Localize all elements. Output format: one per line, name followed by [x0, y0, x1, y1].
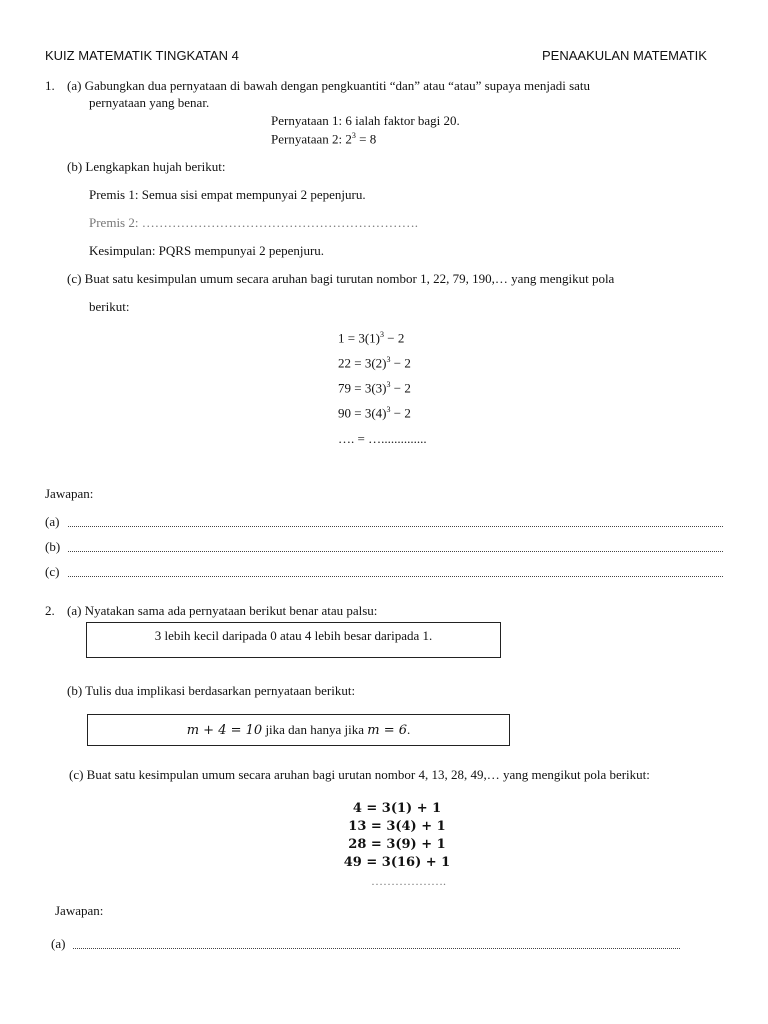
q1b-premis-2: Premis 2: ……………………………………………………….: [89, 215, 418, 230]
header-left: KUIZ MATEMATIK TINGKATAN 4: [45, 48, 239, 63]
q2c-pattern-last: ……………….: [371, 874, 446, 888]
q1c-pattern-line-2: $22 = 3(2)^3 - 2$: [338, 355, 411, 371]
q1c-pattern-line-4: $90 = 3(4)^3 - 2$: [338, 405, 411, 421]
q2c-text: (c) Buat satu kesimpulan umum secara aruhan bagi urutan nombor 4, 13, 28, 49,… yang mengikut pola berikut:: [69, 767, 650, 782]
q2a-text: (a) Nyatakan sama ada pernyataan berikut benar atau palsu:: [67, 603, 378, 618]
q1-number: 1.: [45, 78, 55, 93]
q2-jawapan-label: Jawapan:: [55, 903, 104, 918]
q1-answer-c-label: (c): [45, 564, 60, 579]
q1a-statement-1: Pernyataan 1: 6 ialah faktor bagi 20.: [271, 113, 460, 128]
q2c-pattern-line-2: 13 = 3(4) + 1: [348, 819, 446, 834]
q2b-math-1: m + 4 = 10: [186, 723, 263, 738]
q2-answer-a-line[interactable]: [73, 948, 680, 949]
q1a-statement-2: Pernyataan 2: $2^3 = 8$: [271, 131, 377, 147]
q1c-pattern-last: …. = …..............: [338, 431, 427, 446]
q1a-text-line1: (a) Gabungkan dua pernyataan di bawah dengan pengkuantiti “dan” atau “atau” supaya menjadi satu: [67, 78, 591, 93]
q2-number: 2.: [45, 603, 55, 618]
q2a-statement: 3 lebih kecil daripada 0 atau 4 lebih besar daripada 1.: [154, 628, 433, 643]
q1-answer-b-line[interactable]: [68, 551, 723, 552]
q1c-pattern-line-3: $79 = 3(3)^3 - 2$: [338, 380, 411, 396]
q1b-premis-1: Premis 1: Semua sisi empat mempunyai 2 pepenjuru.: [89, 187, 366, 202]
q1-answer-b-label: (b): [45, 539, 61, 554]
q2c-pattern-line-1: 4 = 3(1) + 1: [352, 801, 442, 816]
q1c-pattern-line-1: $1 = 3(1)^3 - 2$: [338, 330, 405, 346]
q2-answer-a-label: (a): [51, 936, 66, 951]
q2b-math-2: m = 6: [367, 723, 408, 738]
header-right: PENAAKULAN MATEMATIK: [542, 48, 707, 63]
q1-jawapan-label: Jawapan:: [45, 486, 94, 501]
q2b-statement-box: m + 4 = 10 jika dan hanya jika m = 6.: [87, 714, 510, 746]
q2c-pattern-line-3: 28 = 3(9) + 1: [348, 837, 446, 852]
q1b-text: (b) Lengkapkan hujah berikut:: [67, 159, 226, 174]
q2a-statement-box: [86, 622, 501, 658]
q2b-connector: jika dan hanya jika: [262, 722, 368, 737]
q1a-text-line2: pernyataan yang benar.: [89, 95, 210, 110]
q1-answer-a-label: (a): [45, 514, 60, 529]
q1-answer-c-line[interactable]: [68, 576, 723, 577]
q1c-text-line1: (c) Buat satu kesimpulan umum secara aruhan bagi turutan nombor 1, 22, 79, 190,… yang mengikut pola: [67, 271, 615, 286]
q1c-text-line2: berikut:: [89, 299, 130, 314]
q1b-kesimpulan: Kesimpulan: PQRS mempunyai 2 pepenjuru.: [89, 243, 325, 258]
q2c-pattern-line-4: 49 = 3(16) + 1: [343, 855, 451, 870]
q2b-text: (b) Tulis dua implikasi berdasarkan pernyataan berikut:: [67, 683, 356, 698]
q1-answer-a-line[interactable]: [68, 526, 723, 527]
